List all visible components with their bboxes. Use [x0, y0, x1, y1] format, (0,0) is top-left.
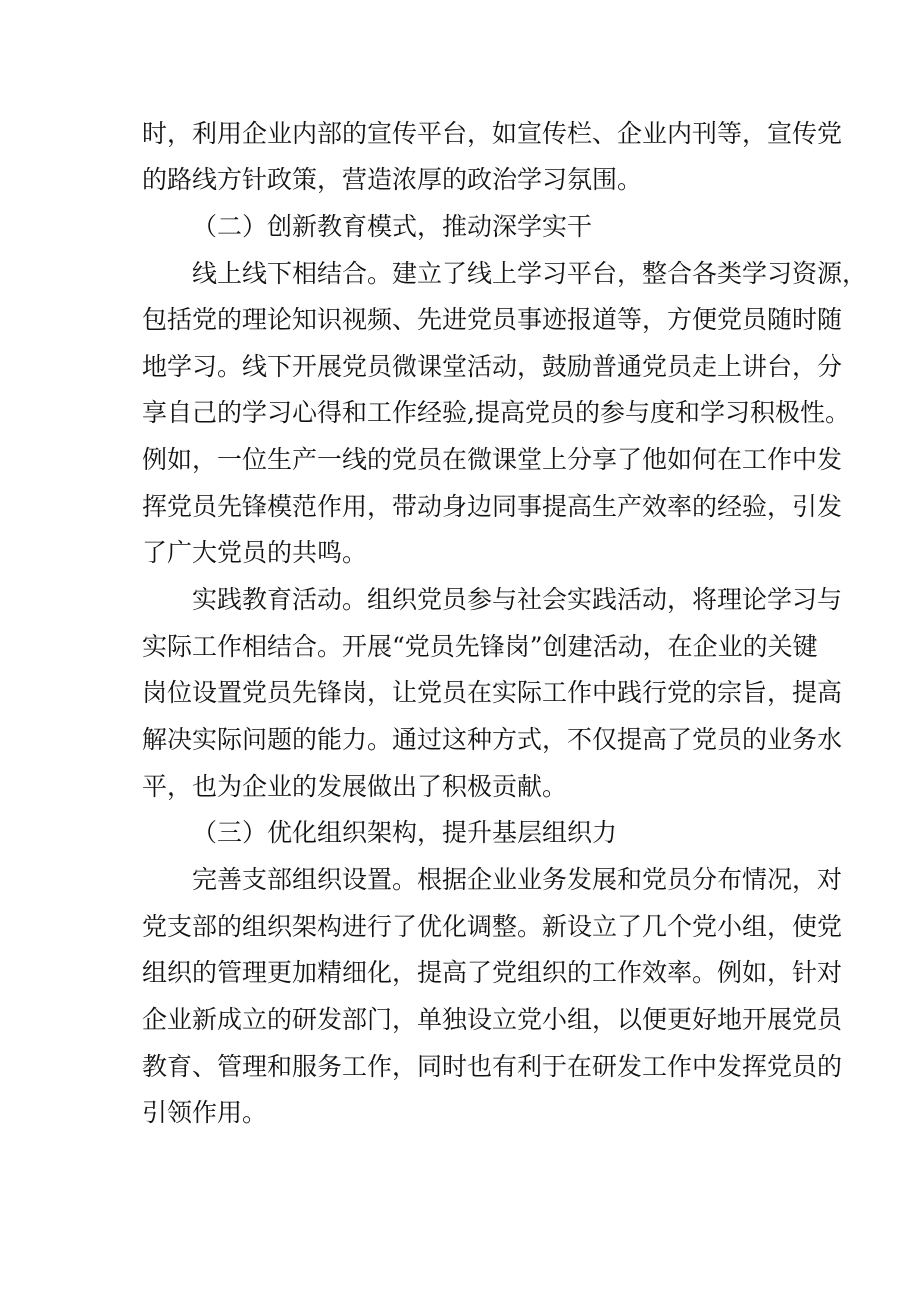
section-heading: （二）创新教育模式，推动深学实干: [192, 212, 593, 241]
text-line: 挥党员先锋模范作用，带动身边同事提高生产效率的经验，引发: [142, 492, 843, 521]
text-line: 平，也为企业的发展做出了积极贡献。: [142, 772, 568, 801]
text-line: 线上线下相结合。建立了线上学习平台，整合各类学习资源，: [192, 259, 868, 288]
text-line: 引领作用。: [142, 1098, 268, 1127]
text-line: 党支部的组织架构进行了优化调整。新设立了几个党小组，使党: [142, 912, 843, 941]
text-line: 实践教育活动。组织党员参与社会实践活动，将理论学习与: [192, 585, 843, 614]
text-line: 完善支部组织设置。根据企业业务发展和党员分布情况，对: [192, 865, 843, 894]
text-line: 教育、管理和服务工作，同时也有利于在研发工作中发挥党员的: [142, 1052, 843, 1081]
text-line: 岗位设置党员先锋岗，让党员在实际工作中践行党的宗旨，提高: [142, 678, 843, 707]
text-line: 的路线方针政策，营造浓厚的政治学习氛围。: [142, 165, 643, 194]
text-line: 地学习。线下开展党员微课堂活动，鼓励普通党员走上讲台，分: [142, 352, 843, 381]
text-line: 企业新成立的研发部门，单独设立党小组，以便更好地开展党员: [142, 1005, 843, 1034]
text-line: 组织的管理更加精细化，提高了党组织的工作效率。例如，针对: [142, 958, 843, 987]
text-line: 时，利用企业内部的宣传平台，如宣传栏、企业内刊等，宣传党: [142, 119, 843, 148]
text-line: 解决实际问题的能力。通过这种方式，不仅提高了党员的业务水: [142, 725, 843, 754]
text-line: 享自己的学习心得和工作经验,提高党员的参与度和学习积极性。: [142, 398, 850, 427]
text-line: 了广大党员的共鸣。: [142, 538, 368, 567]
text-line: 例如，一位生产一线的党员在微课堂上分享了他如何在工作中发: [142, 445, 843, 474]
section-heading: （三）优化组织架构，提升基层组织力: [192, 818, 618, 847]
text-line: 包括党的理论知识视频、先进党员事迹报道等，方便党员随时随: [142, 305, 843, 334]
text-line: 实际工作相结合。开展“党员先锋岗”创建活动，在企业的关键: [142, 632, 818, 661]
